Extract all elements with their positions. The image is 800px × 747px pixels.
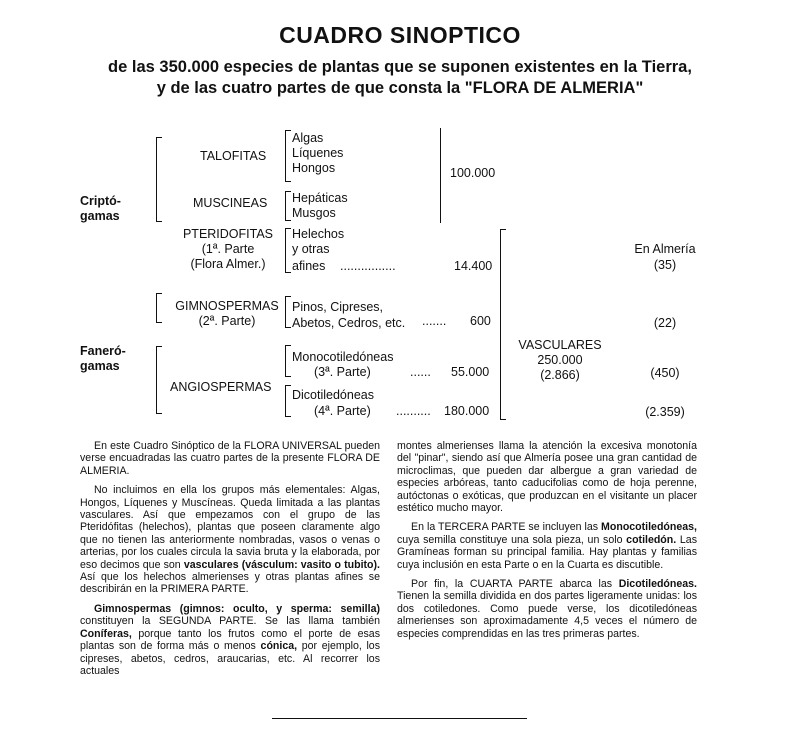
muscineas-items: Hepáticas Musgos: [292, 191, 348, 220]
left-p3-bold-1: Gimnospermas (gimnos: oculto, y sperma: semilla): [94, 602, 380, 615]
subtitle-line-2: y de las cuatro partes de que consta la "FLORA DE ALMERIA": [156, 79, 644, 97]
pteridofitas-items: Helechos y otras: [292, 227, 345, 256]
bracket-pteridofitas: [285, 228, 286, 273]
label-criptogamas: Criptó- gamas: [80, 194, 121, 223]
label-muscineas: MUSCINEAS: [193, 196, 268, 210]
monocot-label: Monocotiledóneas: [292, 350, 394, 364]
left-paragraph-1: En este Cuadro Sinóptico de la FLORA UNIVERSAL pueden verse encuadradas las cuatro partes de la presente FLORA DE ALMERIA.: [80, 440, 380, 477]
almeria-gimnospermas: (22): [653, 316, 677, 330]
monocot-part: (3ª. Parte): [314, 365, 371, 379]
vasculares-total: VASCULARES 250.000 (2.866): [518, 338, 602, 382]
bracket-talofitas: [285, 130, 286, 182]
text-column-right: [397, 440, 697, 647]
talofitas-items: Algas Líquenes Hongos: [292, 131, 344, 175]
bracket-criptogamas-upper: [156, 137, 157, 222]
dicot-count: 180.000: [444, 404, 490, 418]
label-talofitas: TALOFITAS: [200, 149, 267, 163]
left-paragraph-3: Gimnospermas (gimnos: oculto, y sperma: semilla) constituyen la SEGUNDA PARTE. Se las llama también Coníferas, porque tanto los frutos como el porte de esas plantas son de forma más o menos cónica, por ejemplo, los cipreses, abetos, cedros, araucarias, etc. Al recorrer los actuales: [80, 602, 380, 677]
almeria-dicot: (2.359): [645, 405, 685, 419]
monocot-count: 55.000: [451, 365, 490, 379]
bracket-muscineas: [285, 191, 286, 221]
gimnospermas-items-2: Abetos, Cedros, etc.: [292, 316, 406, 330]
dicot-label: Dicotiledóneas: [292, 388, 374, 402]
gimnospermas-dots: .......: [422, 314, 447, 328]
right-p2-bold-2: cotiledón.: [626, 533, 677, 546]
label-angiospermas: ANGIOSPERMAS: [170, 380, 272, 394]
label-gimnospermas: GIMNOSPERMAS (2ª. Parte): [175, 299, 279, 328]
bracket-gimnospermas-items: [285, 296, 286, 328]
page-title: CUADRO SINOPTICO: [279, 22, 521, 48]
gimnospermas-items-1: Pinos, Cipreses,: [292, 300, 384, 314]
bracket-angiospermas: [156, 346, 157, 414]
bracket-100000: [440, 128, 441, 223]
vasculares-tick-bottom: [500, 419, 506, 420]
dicot-dots: ..........: [396, 404, 431, 418]
monocot-dots: ......: [410, 365, 431, 379]
left-paragraph-2: No incluimos en ella los grupos más elementales: Algas, Hongos, Líquenes y Muscíneas. Queda limitada a las plantas vasculares. Así que empezamos con el grupo de las Pteridófitas (helechos), plantas que poseen claramente algo que no tienen las anteriormente nombradas, vasos o venas o arterias, por los cuales circula la savia bruta y la elaborada, por eso decimos que son vasculares (vásculum: vasito o tubito). Así que los helechos almerienses y otras plantas afines se describirán en la PRIMERA PARTE.: [80, 484, 380, 596]
bracket-gimnospermas: [156, 293, 157, 323]
pteridofitas-dots: ................: [340, 259, 396, 273]
en-almeria-header: En Almería: [634, 242, 696, 256]
right-paragraph-3: Por fin, la CUARTA PARTE abarca las Dicotiledóneas. Tienen la semilla dividida en dos partes ligeramente unidas: los dos cotiledones. Como puede verse, los dicotiledóneas almerienses son aproximadamente 4,5 veces el número de especies comprendidas en las tres primeras partes.: [397, 578, 697, 640]
almeria-monocot: (450): [650, 366, 680, 380]
left-p2-bold: vasculares (vásculum: vasito o tubito).: [183, 558, 380, 571]
right-p3-bold: Dicotiledóneas.: [618, 578, 697, 591]
bracket-monocot: [285, 345, 286, 377]
subtitle-line-1: de las 350.000 especies de plantas que se suponen existentes en la Tierra,: [108, 58, 692, 76]
gimnospermas-count: 600: [470, 314, 491, 328]
almeria-pteridofitas: (35): [653, 258, 677, 272]
left-p3-bold-3: cónica,: [260, 640, 298, 653]
count-100000: 100.000: [450, 166, 496, 180]
left-p3-bold-2: Coníferas,: [80, 627, 132, 640]
text-column-left: [80, 440, 380, 684]
label-pteridofitas: PTERIDOFITAS (1ª. Parte (Flora Almer.): [182, 227, 274, 271]
label-fanerogamas: Faneró- gamas: [80, 344, 126, 373]
right-paragraph-2: En la TERCERA PARTE se incluyen las Monocotiledóneas, cuya semilla constituye una sola pieza, un solo cotiledón. Las Gramíneas forman su principal familia. Hay plantas y familias cuya inclusión en esta Parte o en la Cuarta es discutible.: [397, 521, 697, 571]
pteridofitas-items-afines: afines: [292, 259, 326, 273]
bracket-dicot: [285, 385, 286, 417]
bracket-vasculares: [500, 229, 501, 420]
pteridofitas-count: 14.400: [454, 259, 493, 273]
dicot-part: (4ª. Parte): [314, 404, 371, 418]
right-p2-bold-1: Monocotiledóneas,: [601, 521, 697, 534]
right-paragraph-1: montes almerienses llama la atención la excesiva monotonía del "pinar", siendo así que Almería posee una gran cantidad de microclimas, que pueden dar albergue a gran variedad de especies arbóreas, tanto caducifolias como de hoja perenne, autóctonas o exóticas, que produzcan en el visitante un placer estético mucho mayor.: [397, 440, 697, 515]
bottom-rule: [272, 718, 527, 719]
